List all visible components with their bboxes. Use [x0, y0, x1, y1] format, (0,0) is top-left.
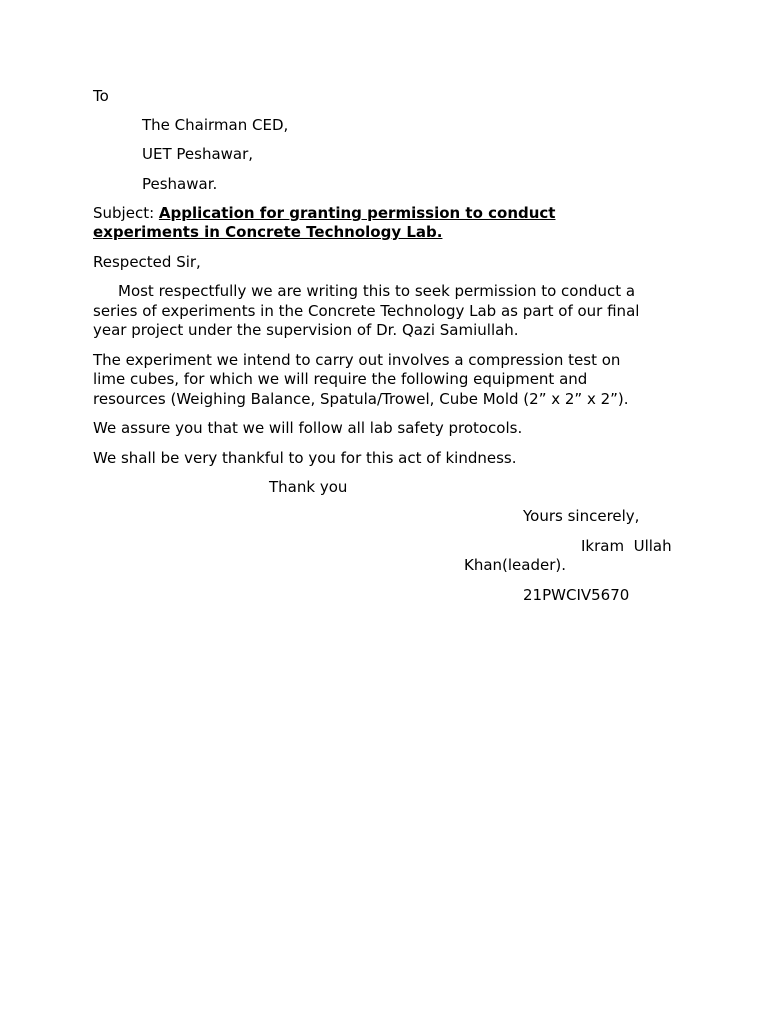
paragraph-2-line-1: The experiment we intend to carry out involves a compression test on	[93, 351, 621, 369]
signature-name-line-1: Ikram Ullah	[581, 537, 672, 555]
paragraph-1-line-2: series of experiments in the Concrete Technology Lab as part of our final	[93, 302, 640, 320]
greeting: Respected Sir,	[93, 253, 201, 271]
to-label: To	[93, 87, 109, 105]
paragraph-2-line-2: lime cubes, for which we will require the following equipment and	[93, 370, 588, 388]
signature-name-line-2: Khan(leader).	[464, 556, 567, 574]
paragraph-4: We shall be very thankful to you for this act of kindness.	[93, 449, 517, 467]
paragraph-1-line-1: Most respectfully we are writing this to seek permission to conduct a	[118, 282, 636, 300]
recipient-line-1: The Chairman CED,	[142, 116, 289, 134]
subject-text-part-1: Application for granting permission to conduct	[158, 204, 556, 222]
paragraph-2-line-3: resources (Weighing Balance, Spatula/Trowel, Cube Mold (2” x 2” x 2”).	[93, 390, 629, 408]
paragraph-1-line-3: year project under the supervision of Dr. Qazi Samiullah.	[93, 321, 519, 339]
subject-text-part-2: experiments in Concrete Technology Lab.	[93, 223, 443, 241]
recipient-line-2: UET Peshawar,	[142, 145, 254, 163]
closing-line: Yours sincerely,	[523, 507, 640, 525]
subject-line	[93, 204, 555, 224]
subject-label: Subject:	[93, 204, 159, 222]
thanks-line: Thank you	[269, 478, 348, 496]
recipient-line-3: Peshawar.	[142, 175, 218, 193]
paragraph-3: We assure you that we will follow all lab safety protocols.	[93, 419, 523, 437]
registration-number: 21PWCIV5670	[523, 586, 630, 604]
